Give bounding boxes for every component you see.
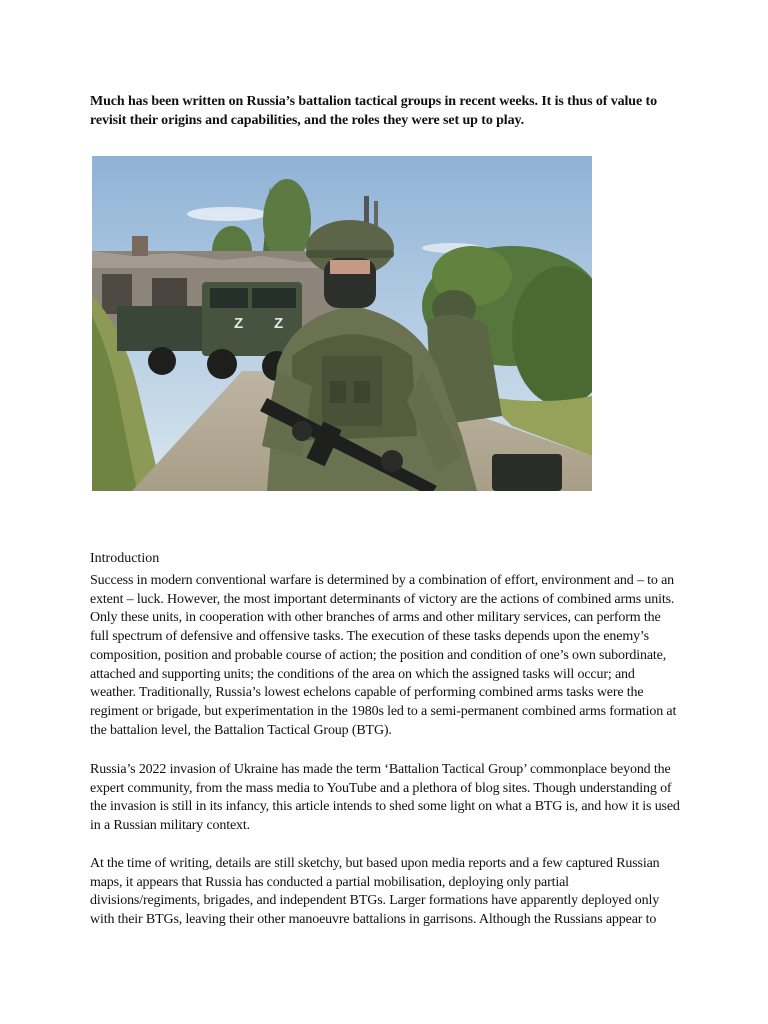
paragraph-introduction: Success in modern conventional warfare is determined by a combination of effort, environment and – to an extent – luck. However, the most important determinants of victory are the actions of combined arms units. Only these units, in cooperation with other branches of arms and other military services, can perform the full spectrum of defensive and offensive tasks. The execution of these tasks depends upon the enemy’s composition, position and probable course of action; the position and condition of one’s own subordinate, attached and supporting units; the conditions of the area on which the assigned tasks will occur; and weather. Traditionally, Russia’s lowest echelons capable of performing combined arms tasks were the regiment or brigade, but experimentation in the 1980s led to a semi-permanent combined arms formation at the battalion level, the Battalion Tactical Group (BTG). [90, 573, 677, 738]
lead-paragraph: Much has been written on Russia’s battalion tactical groups in recent weeks. It is thus of value to revisit their origins and capabilities, and the roles they were set up to play. [90, 94, 657, 128]
article-photo [92, 156, 592, 491]
paragraph-mobilisation: At the time of writing, details are still sketchy, but based upon media reports and a few captured Russian maps, it appears that Russia has conducted a partial mobilisation, deploying only partial divisions/regiments, brigades, and independent BTGs. Larger formations have apparently deployed only with their BTGs, leaving their other manoeuvre battalions in garrisons. Although the Russians appear to [90, 856, 660, 928]
truck-marking-left: Z [234, 315, 244, 332]
truck-marking-right: Z [274, 315, 284, 332]
paragraph-invasion: Russia’s 2022 invasion of Ukraine has made the term ‘Battalion Tactical Group’ commonplace beyond the expert community, from the mass media to YouTube and a plethora of blog sites. Though understanding of the invasion is still in its infancy, this article intends to shed some light on what a BTG is, and how it is used in a Russian military context. [90, 762, 680, 834]
section-heading: Introduction [90, 551, 160, 566]
